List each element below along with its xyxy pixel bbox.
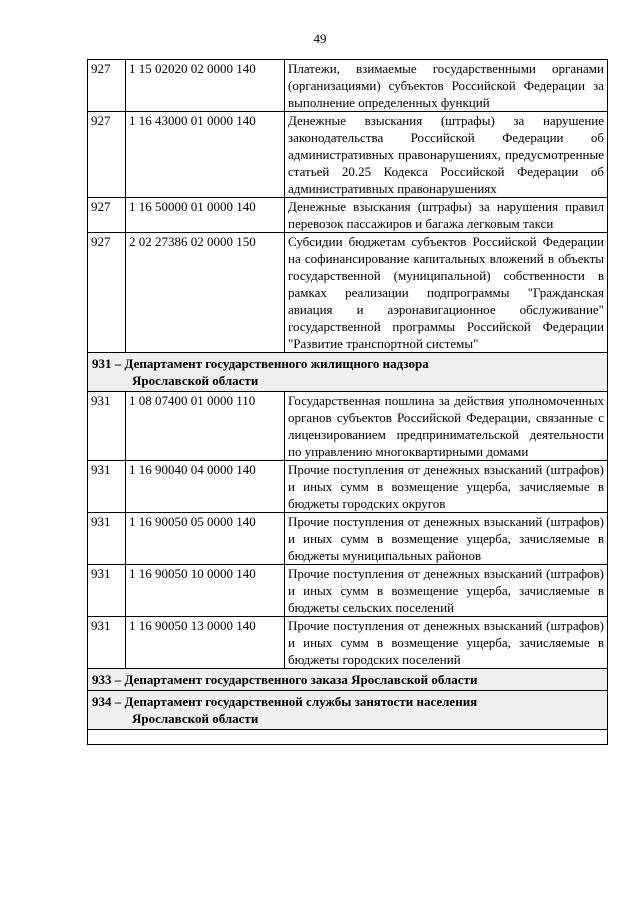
description-cell: Прочие поступления от денежных взысканий (штрафов) и иных сумм в возмещение ущерба, зачисляемые в бюджеты городских поселений <box>285 617 608 669</box>
budget-code-cell: 1 08 07400 01 0000 110 <box>126 392 285 461</box>
table-row <box>88 60 608 112</box>
admin-code-cell: 931 <box>88 513 126 565</box>
revenue-codes-table <box>87 59 608 745</box>
table-row <box>88 565 608 617</box>
description-cell: Денежные взыскания (штрафы) за нарушение законодательства Российской Федерации об административных правонарушениях, предусмотренные статьей 20.25 Кодекса Российской Федерации об административных правонарушениях <box>285 112 608 198</box>
budget-code-cell: 1 16 43000 01 0000 140 <box>126 112 285 198</box>
description-cell: Прочие поступления от денежных взысканий (штрафов) и иных сумм в возмещение ущерба, зачисляемые в бюджеты городских округов <box>285 461 608 513</box>
budget-code-cell: 1 16 90050 10 0000 140 <box>126 565 285 617</box>
admin-code-cell: 927 <box>88 233 126 353</box>
description-cell: Денежные взыскания (штрафы) за нарушения правил перевозок пассажиров и багажа легковым такси <box>285 198 608 233</box>
section-title <box>88 669 608 691</box>
empty-cell <box>88 730 608 745</box>
section-header-row <box>88 353 608 392</box>
admin-code-cell: 931 <box>88 461 126 513</box>
budget-code-cell: 1 16 90050 13 0000 140 <box>126 617 285 669</box>
table-row <box>88 617 608 669</box>
section-header-row <box>88 691 608 730</box>
budget-code-cell: 1 16 90050 05 0000 140 <box>126 513 285 565</box>
budget-code-cell: 1 16 50000 01 0000 140 <box>126 198 285 233</box>
section-title-line1: 931 – Департамент государственного жилищного надзора <box>92 356 429 371</box>
section-title-line1: 934 – Департамент государственной службы занятости населения <box>92 694 478 709</box>
budget-code-cell: 1 16 90040 04 0000 140 <box>126 461 285 513</box>
section-title-line2: Ярославской области <box>132 373 259 388</box>
budget-code-cell: 2 02 27386 02 0000 150 <box>126 233 285 353</box>
admin-code-cell: 927 <box>88 60 126 112</box>
section-header-row <box>88 669 608 691</box>
table-row <box>88 112 608 198</box>
description-cell: Прочие поступления от денежных взысканий (штрафов) и иных сумм в возмещение ущерба, зачисляемые в бюджеты сельских поселений <box>285 565 608 617</box>
admin-code-cell: 931 <box>88 565 126 617</box>
section-title <box>88 691 608 730</box>
table-row <box>88 461 608 513</box>
description-cell: Платежи, взимаемые государственными органами (организациями) субъектов Российской Федерации за выполнение определенных функций <box>285 60 608 112</box>
admin-code-cell: 931 <box>88 617 126 669</box>
section-title <box>88 353 608 392</box>
description-cell: Прочие поступления от денежных взысканий (штрафов) и иных сумм в возмещение ущерба, зачисляемые в бюджеты муниципальных районов <box>285 513 608 565</box>
table-row <box>88 198 608 233</box>
section-title-line1: 933 – Департамент государственного заказа Ярославской области <box>92 672 478 687</box>
section-title-line2: Ярославской области <box>132 711 259 726</box>
budget-code-cell: 1 15 02020 02 0000 140 <box>126 60 285 112</box>
admin-code-cell: 931 <box>88 392 126 461</box>
empty-row <box>88 730 608 745</box>
description-cell: Государственная пошлина за действия уполномоченных органов субъектов Российской Федерации, связанные с лицензированием предпринимательской деятельности по управлению многоквартирными домами <box>285 392 608 461</box>
page-number: 49 <box>313 31 327 46</box>
table-row <box>88 513 608 565</box>
description-cell: Субсидии бюджетам субъектов Российской Федерации на софинансирование капитальных вложений в объекты государственной (муниципальной) собственности в рамках реализации подпрограммы "Гражданская авиация и аэронавигационное обслуживание" государственной программы Российской Федерации "Развитие транспортной системы" <box>285 233 608 353</box>
admin-code-cell: 927 <box>88 198 126 233</box>
admin-code-cell: 927 <box>88 112 126 198</box>
table-row <box>88 233 608 353</box>
table-row <box>88 392 608 461</box>
